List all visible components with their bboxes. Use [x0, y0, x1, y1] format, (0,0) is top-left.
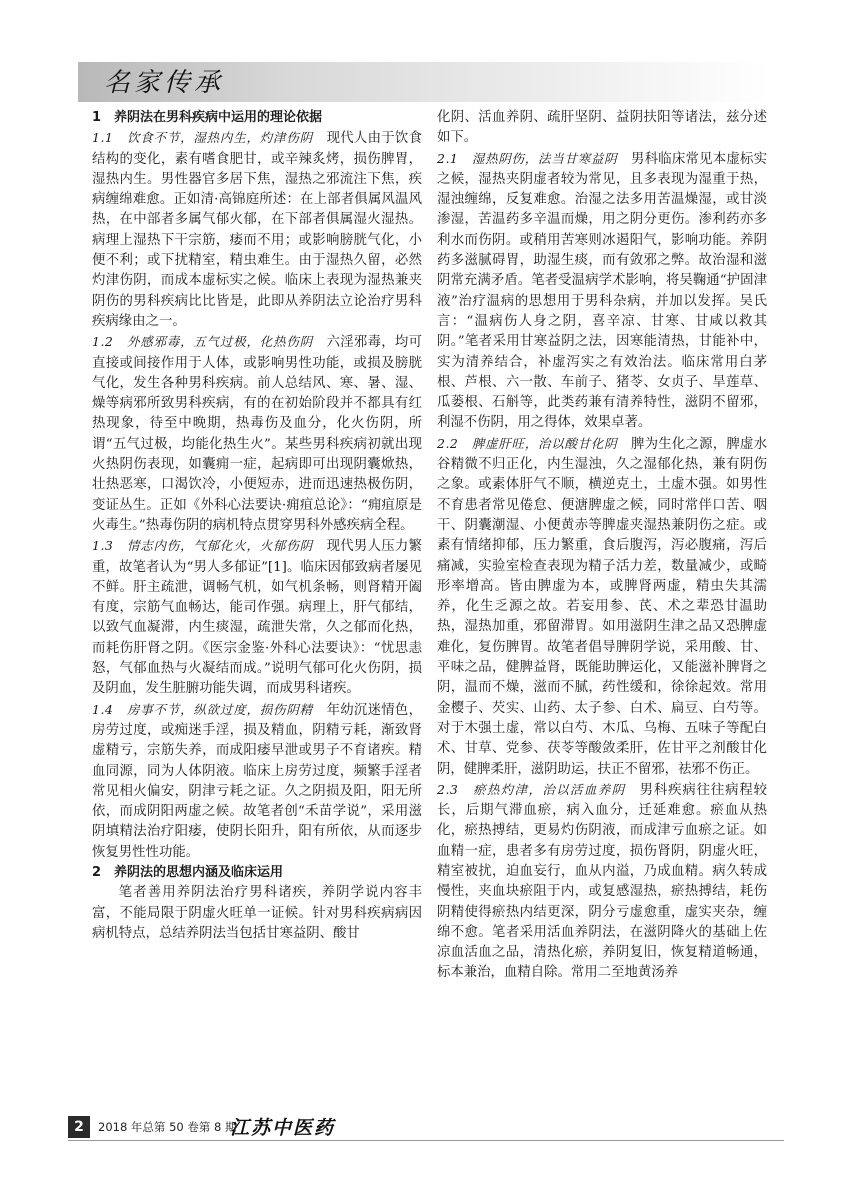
subsection-2-2-heading: 2.2 脾虚肝旺，治以酸甘化阴: [437, 435, 618, 451]
subsection-1-3-heading: 1.3 情志内伤，气郁化火，火郁伤阴: [92, 538, 313, 554]
issue-info: 2018 年总第 50 卷第 8 期: [98, 1120, 237, 1134]
page-footer: [68, 1116, 788, 1138]
paragraph-2-1-body: 男科临床常见本虚标实之候，湿热夹阴虚者较为常见，且多表现为湿重于热，湿浊缠绵，反复难愈。治湿之法多用苦温燥湿，或甘淡渗湿，苦温药多辛温而燥，用之阴分更伤。渗利药亦多利水而伤阴。或稍用苦寒则冰遏阳气，影响功能。养阴药多滋腻碍胃，助湿生痰，而有敛邪之弊。故治湿和滋阴常充满矛盾。笔者受温病学术影响，将吴鞠通“护固津液”治疗温病的思想用于男科杂病，并加以发挥。吴氏言：“温病伤人身之阴，喜辛凉、甘寒、甘咸以救其阴。”笔者采用甘寒益阴之法，因寒能清热，甘能补中，实为清养结合，补虚泻实之有效治法。临床常用白茅根、芦根、六一散、车前子、猪苓、女贞子、旱莲草、瓜蒌根、石斛等，此类药兼有清养特性，滋阴不留邪，利湿不伤阴，用之得体，效果卓著。: [437, 151, 767, 431]
page-number: 2: [68, 1116, 90, 1138]
paragraph-2-3-body: 男科疾病往往病程较长，后期气滞血瘀，病入血分，迁延难愈。瘀血从热化，瘀热搏结，更易灼伤阴液，而成津亏血瘀之证。如血精一症，患者多有房劳过度，损伤肾阴，阴虚火旺，精室被扰，迫血妄行，血从内溢，乃成血精。病久转成慢性，夹血块瘀阻于内，或复感湿热，瘀热搏结，耗伤阴精使得瘀热内结更深，阴分亏虚愈重，虚实夹杂，缠绵不愈。笔者采用活血养阴法，在滋阴降火的基础上佐凉血活血之品，清热化瘀，养阴复旧，恢复精道畅通，标本兼治，血精自除。常用二至地黄汤养: [437, 782, 767, 981]
paragraph-1-1: [92, 128, 422, 332]
paragraph-1-2: [92, 332, 422, 536]
section-2-title: 2 养阴法的思想内涵及临床运用: [92, 864, 284, 880]
footer-rule: [68, 1140, 784, 1141]
subsection-1-4-heading: 1.4 房事不节，纵欲过度，损伤阴精: [92, 701, 313, 717]
paragraph-1-3-body: 现代男人压力繁重，故笔者认为“男人多郁证”[1]。临床因郁致病者屡见不鲜。肝主疏泄，调畅气机，如气机条畅，则肾精开阖有度，宗筋气血畅达，能司作强。病理上，肝气郁结，以致气血凝滞，内生痰湿，疏泄失常，久之郁而化热，而耗伤肝肾之阴。《医宗金鉴·外科心法要诀》：“忧思恚怒，气郁血热与火凝结而成。”说明气郁可化火伤阴，损及阴血，发生脏腑功能失调，而成男科诸疾。: [92, 539, 422, 697]
paragraph-2-3: [437, 780, 767, 984]
paragraph-2-1: [437, 149, 767, 434]
subsection-2-3-heading: 2.3 瘀热灼津，治以活血养阴: [437, 781, 626, 797]
journal-name: 江苏中医药: [230, 1117, 336, 1139]
subsection-1-1-heading: 1.1 饮食不节，湿热内生，灼津伤阴: [92, 130, 313, 146]
paragraph-1-4-body: 年幼沉迷情色，房劳过度，或痴迷手淫，损及精血，阴精亏耗，渐致肾虚精亏，宗筋失养，而成阳痿早泄或男子不育诸疾。精血同源，同为人体阴液。临床上房劳过度，频繁手淫者常见相火偏安，阴津亏耗之证。久之阴损及阳，阳无所依，而成阴阳两虚之候。故笔者创“禾苗学说”，采用滋阴填精法治疗阳痿，使阴长阳升，阳有所依，从而逐步恢复男性性功能。: [92, 702, 422, 860]
subsection-1-2-heading: 1.2 外感邪毒，五气过极，化热伤阴: [92, 334, 313, 350]
right-column: [437, 108, 767, 984]
paragraph-1-3: [92, 536, 422, 699]
section-header-title: 名家传承: [104, 68, 225, 98]
left-column: [92, 108, 422, 944]
paragraph-1-4: [92, 700, 422, 863]
paragraph-2-2-body: 脾为生化之源，脾虚水谷精微不归正化，内生湿浊，久之湿郁化热，兼有阴伤之象。或素体肝气不顺，横逆克土，土虚木强。如男性不育患者常见倦怠、便溏脾虚之候，同时常伴口苦、咽干、阴囊潮湿、小便黄赤等脾虚夹湿热兼阴伤之症。或素有情绪抑郁，压力繁重，食后腹泻，泻必腹痛，泻后痛减，实验室检查表现为精子活力差，数量减少，或畸形率增高。皆由脾虚为本，或脾肾两虚，精虫失其濡养，化生乏源之故。若妄用参、芪、术之辈恐甘温助热，湿热加重，邪留滞胃。如用滋阴生津之品又恐脾虚难化，复伤脾胃。故笔者倡导脾阴学说，采用酸、甘、平味之品，健脾益肾，既能助脾运化，又能滋补脾肾之阴，温而不燥，滋而不腻，药性缓和，徐徐起效。常用金樱子、芡实、山药、太子参、白术、扁豆、白芍等。对于木强土虚，常以白芍、木瓜、乌梅、五味子等配白术、甘草、党参、茯苓等酸敛柔肝，佐甘平之剂酸甘化阴，健脾柔肝，滋阴助运，扶正不留邪，祛邪不伤正。: [437, 436, 767, 777]
subsection-2-1-heading: 2.1 湿热阴伤，法当甘寒益阴: [437, 150, 618, 166]
section-1-title: 1 养阴法在男科疾病中运用的理论依据: [92, 110, 323, 125]
paragraph-1-2-body: 六淫邪毒，均可直接或间接作用于人体，或影响男性功能，或损及膀胱气化，发生各种男科疾病。前人总结风、寒、暑、湿、燥等病邪所致男科疾病，有的在初始阶段并不都具有红热现象，待至中晚期，热毒伤及血分，化火伤阴，所谓“五气过极，均能化热生火”。某些男科疾病初就出现火热阴伤表现，如囊痈一症，起病即可出现阴囊焮热，壮热恶寒，口渴饮冷，小便短赤，进而迅速热极伤阴，变证丛生。正如《外科心法要诀·痈疽总论》：“痈疽原是火毒生。”热毒伤阴的病机特点贯穿男科外感疾病全程。: [92, 335, 422, 533]
paragraph-1-1-body: 现代人由于饮食结构的变化，素有嗜食肥甘，或辛辣炙烤，损伤脾胃，湿热内生。男性器官多居下焦，湿热之邪流注下焦，疾病缠绵难愈。正如清·高锦庭所述：在上部者俱属风温风热，在中部者多属气郁火郁，在下部者俱属湿火湿热。病理上湿热下干宗筋，痿而不用；或影响膀胱气化，小便不利；或下扰精室，精虫难生。由于湿热久留，必然灼津伤阴，而成本虚标实之候。临床上表现为湿热兼夹阴伤的男科疾病比比皆是，此即从养阴法立论治疗男科疾病缘由之一。: [92, 131, 422, 329]
paragraph-2-intro-continued: 化阴、活血养阴、疏肝坚阴、益阴扶阳等诸法，兹分述如下。: [437, 110, 767, 146]
paragraph-2-2: [437, 434, 767, 780]
paragraph-2-intro: 笔者善用养阴法治疗男科诸疾，养阴学说内容丰富，不能局限于阴虚火旺单一证候。针对男科疾病病因病机特点，总结养阴法当包括甘寒益阴、酸甘: [92, 885, 422, 941]
